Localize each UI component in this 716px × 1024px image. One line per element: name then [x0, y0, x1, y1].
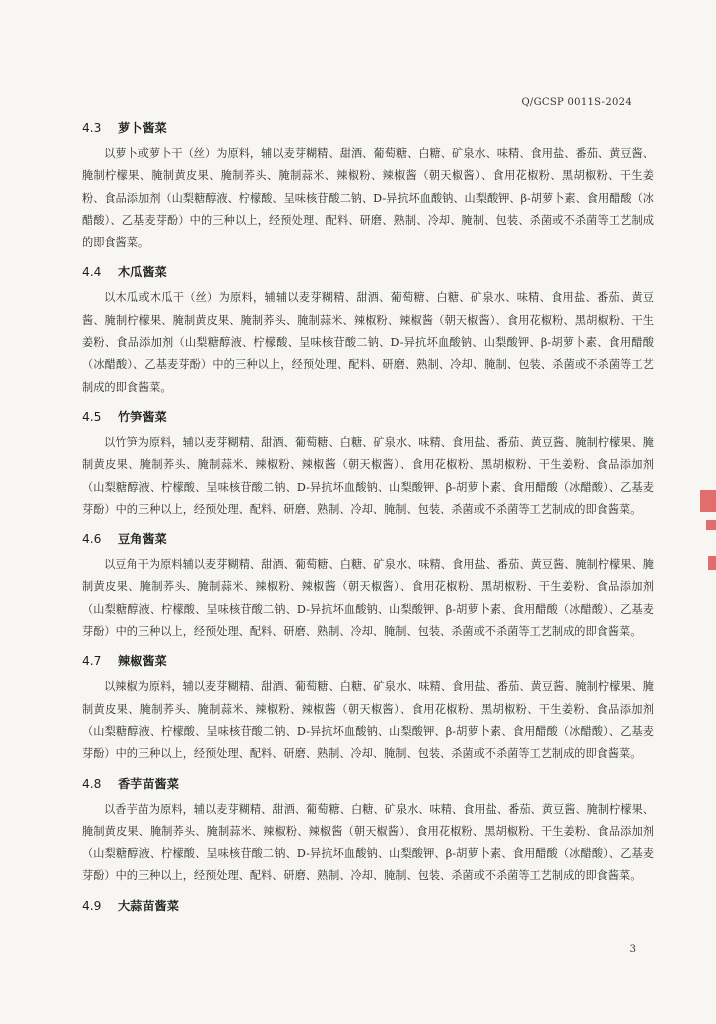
seal-edge-mark [700, 490, 716, 512]
section-title: 豆角酱菜 [118, 532, 167, 547]
section-4-6 [82, 531, 654, 643]
section-paragraph: 以豆角干为原料辅以麦芽糊精、甜酒、葡萄糖、白糖、矿泉水、味精、食用盐、番茄、黄豆酱、腌制柠檬果、腌制黄皮果、腌制荞头、腌制蒜米、辣椒粉、辣椒酱（朝天椒酱）、食用花椒粉、黑胡椒粉、干生姜粉、食品添加剂（山梨糖醇液、柠檬酸、呈味核苷酸二钠、D-异抗坏血酸钠、山梨酸钾、β-胡萝卜素、食用醋酸（冰醋酸）、乙基麦芽酚）中的三种以上，经预处理、配料、研磨、熟制、冷却、腌制、包装、杀菌或不杀菌等工艺制成的即食酱菜。 [82, 558, 654, 639]
section-paragraph: 以辣椒为原料，辅以麦芽糊精、甜酒、葡萄糖、白糖、矿泉水、味精、食用盐、番茄、黄豆酱、腌制柠檬果、腌制黄皮果、腌制荞头、腌制蒜米、辣椒粉、辣椒酱（朝天椒酱）、食用花椒粉、黑胡椒粉、干生姜粉、食品添加剂（山梨糖醇液、柠檬酸、呈味核苷酸二钠、D-异抗坏血酸钠、山梨酸钾、β-胡萝卜素、食用醋酸（冰醋酸）、乙基麦芽酚）中的三种以上，经预处理、配料、研磨、熟制、冷却、腌制、包装、杀菌或不杀菌等工艺制成的即食酱菜。 [82, 680, 654, 761]
seal-edge-mark [706, 520, 716, 530]
section-number: 4.7 [82, 654, 102, 669]
section-paragraph: 以竹笋为原料，辅以麦芽糊精、甜酒、葡萄糖、白糖、矿泉水、味精、食用盐、番茄、黄豆酱、腌制柠檬果、腌制黄皮果、腌制荞头、腌制蒜米、辣椒粉、辣椒酱（朝天椒酱）、食用花椒粉、黑胡椒粉、干生姜粉、食品添加剂（山梨糖醇液、柠檬酸、呈味核苷酸二钠、D-异抗坏血酸钠、山梨酸钾、β-胡萝卜素、食用醋酸（冰醋酸）、乙基麦芽酚）中的三种以上，经预处理、配料、研磨、熟制、冷却、腌制、包装、杀菌或不杀菌等工艺制成的即食酱菜。 [82, 435, 654, 516]
section-4-8 [82, 776, 654, 888]
section-number: 4.3 [82, 121, 102, 135]
section-number: 4.8 [82, 776, 102, 791]
section-title: 辣椒酱菜 [118, 654, 167, 669]
section-heading [82, 898, 654, 915]
section-paragraph: 以木瓜或木瓜干（丝）为原料，辅辅以麦芽糊精、甜酒、葡萄糖、白糖、矿泉水、味精、食用盐、番茄、黄豆酱、腌制柠檬果、腌制黄皮果、腌制荞头、腌制蒜米、辣椒粉、辣椒酱（朝天椒酱）、食用花椒粉、黑胡椒粉、干生姜粉、食品添加剂（山梨糖醇液、柠檬酸、呈味核苷酸二钠、D-异抗坏血酸钠、山梨酸钾、β-胡萝卜素、食用醋酸（冰醋酸）、乙基麦芽酚）中的三种以上，经预处理、配料、研磨、熟制、冷却、腌制、包装、杀菌或不杀菌等工艺制成的即食酱菜。 [82, 291, 654, 394]
document-code: Q/GCSP 0011S-2024 [521, 97, 632, 108]
section-number: 4.5 [82, 409, 102, 424]
section-heading [82, 120, 654, 137]
section-heading [82, 531, 654, 548]
section-number: 4.9 [82, 898, 102, 913]
section-4-7 [82, 653, 654, 765]
section-4-3 [82, 120, 654, 254]
section-heading [82, 409, 654, 426]
section-heading [82, 776, 654, 793]
document-body [82, 110, 654, 921]
section-paragraph: 以萝卜或萝卜干（丝）为原料，辅以麦芽糊精、甜酒、葡萄糖、白糖、矿泉水、味精、食用盐、番茄、黄豆酱、腌制柠檬果、腌制黄皮果、腌制荞头、腌制蒜米、辣椒粉、辣椒酱（朝天椒酱）、食用花椒粉、黑胡椒粉、干生姜粉、食品添加剂（山梨糖醇液、柠檬酸、呈味核苷酸二钠、D-异抗坏血酸钠、山梨酸钾、β-胡萝卜素、食用醋酸（冰醋酸）、乙基麦芽酚）中的三种以上，经预处理、配料、研磨、熟制、冷却、腌制、包装、杀菌或不杀菌等工艺制成的即食酱菜。 [82, 147, 654, 250]
section-title: 竹笋酱菜 [118, 409, 167, 424]
section-title: 萝卜酱菜 [118, 121, 167, 135]
section-number: 4.4 [82, 265, 102, 280]
section-heading [82, 653, 654, 670]
page-number: 3 [629, 944, 636, 955]
seal-edge-mark [708, 556, 716, 570]
section-number: 4.6 [82, 532, 102, 547]
section-title: 大蒜苗酱菜 [118, 898, 179, 913]
section-4-5 [82, 409, 654, 521]
section-paragraph: 以香芋苗为原料，辅以麦芽糊精、甜酒、葡萄糖、白糖、矿泉水、味精、食用盐、番茄、黄豆酱、腌制柠檬果、腌制黄皮果、腌制荞头、腌制蒜米、辣椒粉、辣椒酱（朝天椒酱）、食用花椒粉、黑胡椒粉、干生姜粉、食品添加剂（山梨糖醇液、柠檬酸、呈味核苷酸二钠、D-异抗坏血酸钠、山梨酸钾、β-胡萝卜素、食用醋酸（冰醋酸）、乙基麦芽酚）中的三种以上，经预处理、配料、研磨、熟制、冷却、腌制、包装、杀菌或不杀菌等工艺制成的即食酱菜。 [82, 802, 654, 883]
section-4-9 [82, 898, 654, 915]
section-title: 香芋苗酱菜 [118, 776, 179, 791]
section-heading [82, 264, 654, 281]
section-title: 木瓜酱菜 [118, 265, 167, 280]
section-4-4 [82, 264, 654, 398]
